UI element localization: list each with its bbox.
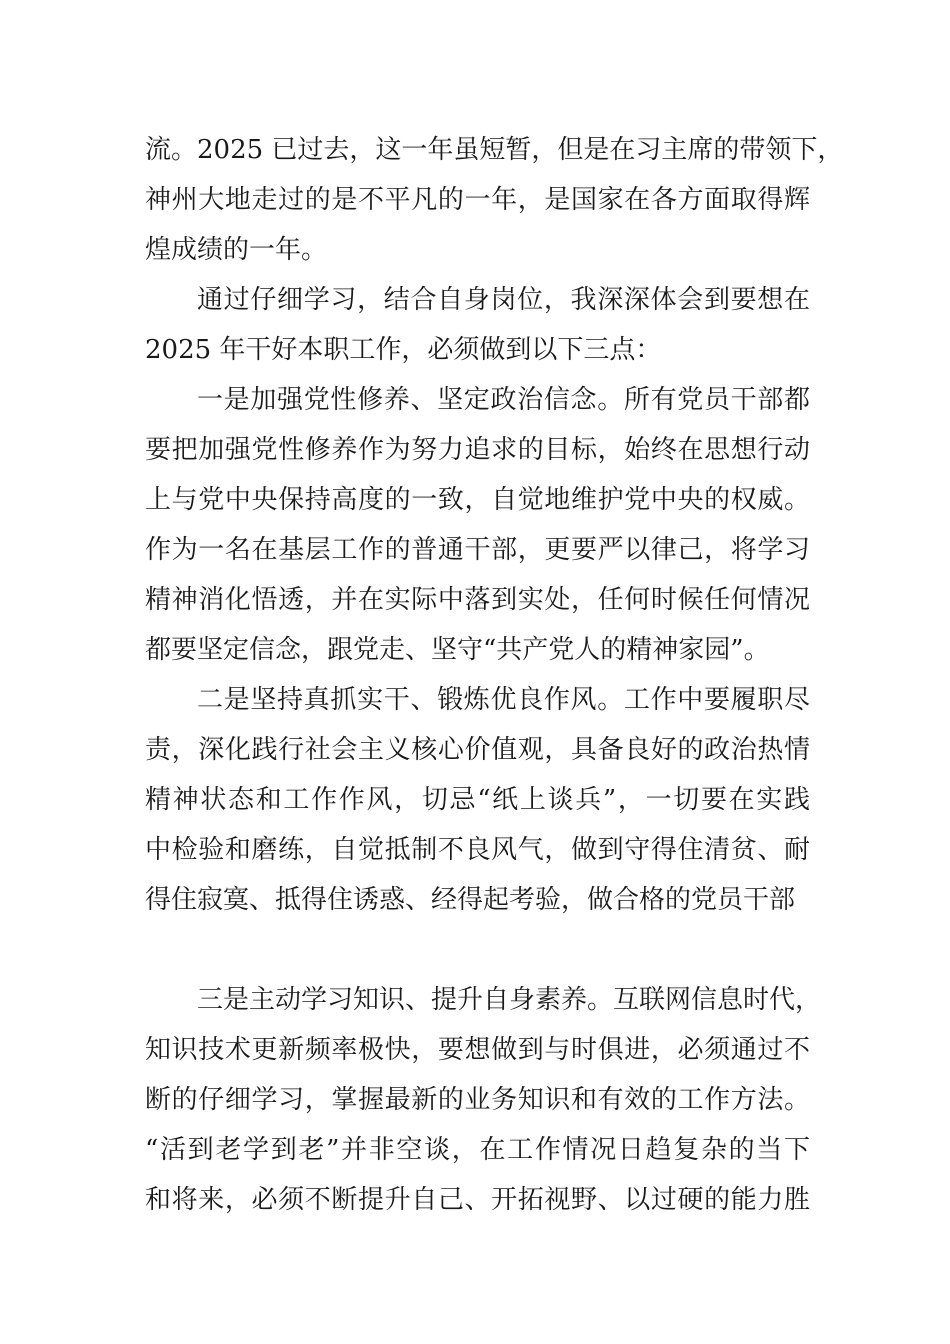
text-line: 和将来，必须不断提升自己、开拓视野、以过硬的能力胜 — [145, 1185, 810, 1215]
text-line: 作为一名在基层工作的普通干部，更要严以律己，将学习 — [145, 535, 810, 565]
text-line: 三是主动学习知识、提升自身素养。互联网信息时代， — [197, 985, 822, 1015]
text-line: 一是加强党性修养、坚定政治信念。所有党员干部都 — [197, 385, 810, 415]
text-line: 断的仔细学习，掌握最新的业务知识和有效的工作方法。 — [145, 1085, 810, 1115]
text-line: 神州大地走过的是不平凡的一年，是国家在各方面取得辉 — [145, 185, 810, 215]
text-line: 精神状态和工作作风，切忌“纸上谈兵”，一切要在实践 — [145, 785, 810, 815]
text-line: 二是坚持真抓实干、锻炼优良作风。工作中要履职尽 — [197, 685, 810, 715]
text-line: 煌成绩的一年。 — [145, 235, 328, 265]
text-line: 流。2025 已过去，这一年虽短暂，但是在习主席的带领下， — [145, 135, 844, 165]
text-line: “活到老学到老”并非空谈，在工作情况日趋复杂的当下 — [145, 1135, 810, 1165]
text-line: 通过仔细学习，结合自身岗位，我深深体会到要想在 — [197, 285, 810, 315]
text-line: 2025 年干好本职工作，必须做到以下三点： — [145, 335, 662, 365]
text-line: 要把加强党性修养作为努力追求的目标，始终在思想行动 — [145, 435, 810, 465]
text-line: 上与党中央保持高度的一致，自觉地维护党中央的权威。 — [145, 485, 810, 515]
text-line: 都要坚定信念，跟党走、坚守“共产党人的精神家园”。 — [145, 635, 770, 665]
text-line: 责，深化践行社会主义核心价值观，具备良好的政治热情 — [145, 735, 810, 765]
text-line: 中检验和磨练，自觉抵制不良风气，做到守得住清贫、耐 — [145, 835, 810, 865]
text-line: 知识技术更新频率极快，要想做到与时俱进，必须通过不 — [145, 1035, 810, 1065]
text-line: 精神消化悟透，并在实际中落到实处，任何时候任何情况 — [145, 585, 810, 615]
text-line: 得住寂寞、抵得住诱惑、经得起考验，做合格的党员干部 — [145, 885, 796, 915]
